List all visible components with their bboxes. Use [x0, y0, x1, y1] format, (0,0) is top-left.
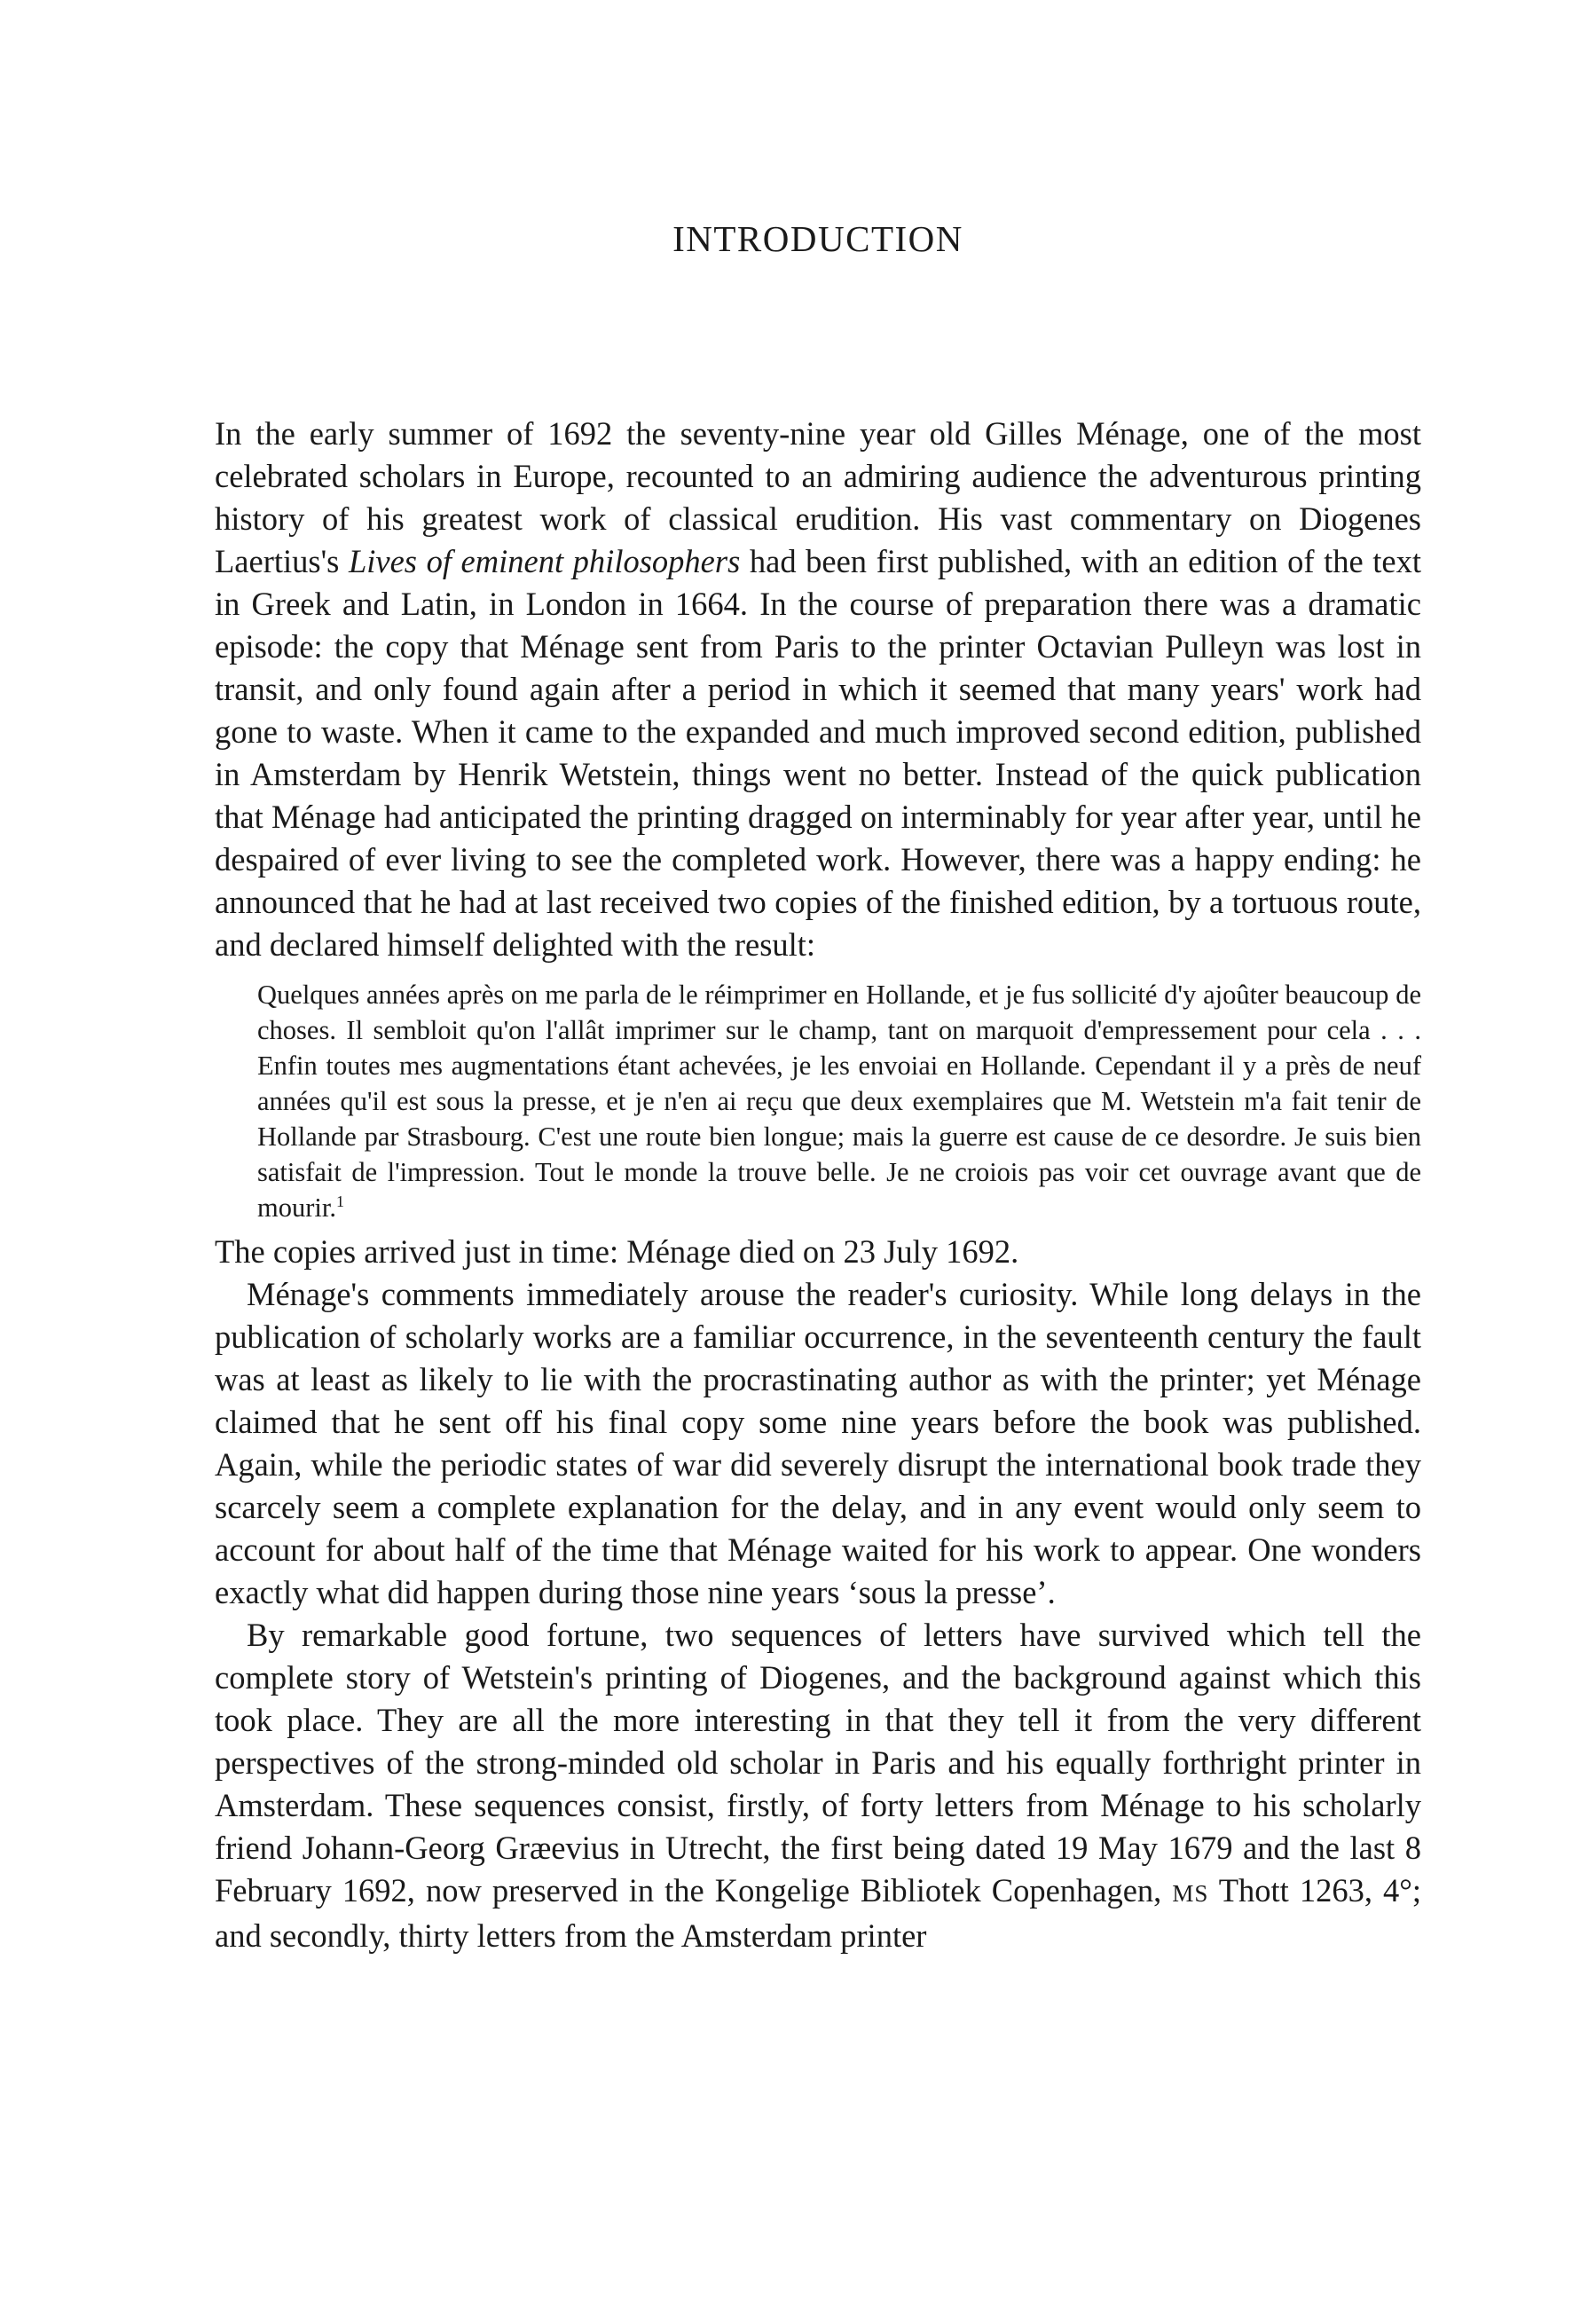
quote-text: Quelques années après on me parla de le réimprimer en Hollande, et je fus sollicité d'y ajoûter beaucoup de choses. Il sembloit qu'on l'allât imprimer sur le champ, tant on marquoit d'empressement pour cela . . . Enfin toutes mes augmentations étant achevées, je les envoiai en Hollande. Cependant il y a près de neuf années qu'il est sous la presse, et je n'en ai reçu que deux exemplaires que M. Wetstein m'a fait tenir de Hollande par Strasbourg. C'est une route bien longue; mais la guerre est cause de ce desordre. Je suis bien satisfait de l'impression. Tout le monde la trouve belle. Je ne croiois pas voir cet ouvrage avant que de mourir.: [257, 980, 1421, 1223]
paragraph-4: [215, 1614, 1421, 1957]
body-text: [215, 413, 1421, 1957]
footnote-marker: 1: [335, 1192, 344, 1210]
paragraph-1-text-b: had been first published, with an edition of the text in Greek and Latin, in London in 1664. In the course of preparation there was a dramatic episode: the copy that Ménage sent from Paris to the printer Octavian Pulleyn was lost in transit, and only found again after a period in which it seemed that many years' work had gone to waste. When it came to the expanded and much improved second edition, published in Amsterdam by Henrik Wetstein, things went no better. Instead of the quick publication that Ménage had anticipated the printing dragged on interminably for year after year, until he despaired of ever living to see the completed work. However, there was a happy ending: he announced that he had at last received two copies of the finished edition, by a tortuous route, and declared himself delighted with the result:: [215, 543, 1421, 963]
block-quote: [257, 977, 1421, 1225]
paragraph-4-text-b: Thott 1263, 4°; and secondly, thirty letters from the Amsterdam printer: [215, 1872, 1421, 1954]
paragraph-1-text-a: In the early summer of 1692 the seventy-nine year old Gilles Ménage, one of the most celebrated scholars in Europe, recounted to an admiring audience the adventurous printing history of his greatest work of classical erudition. His vast commentary on Diogenes Laertius's: [215, 415, 1421, 579]
paragraph-4-text-a: By remarkable good fortune, two sequences of letters have survived which tell the complete story of Wetstein's printing of Diogenes, and the background against which this took place. They are all the more interesting in that they tell it from the very different perspectives of the strong-minded old scholar in Paris and his equally forthright printer in Amsterdam. These sequences consist, firstly, of forty letters from Ménage to his scholarly friend Johann-Georg Græevius in Utrecht, the first being dated 19 May 1679 and the last 8 February 1692, now preserved in the Kongelige Bibliotek Copenhagen,: [215, 1617, 1421, 1909]
manuscript-abbrev: MS: [1172, 1880, 1209, 1907]
paragraph-1: [215, 413, 1421, 966]
chapter-title: INTRODUCTION: [672, 218, 963, 259]
paragraph-3: Ménage's comments immediately arouse the reader's curiosity. While long delays in the publication of scholarly works are a familiar occurrence, in the seventeenth century the fault was at least as likely to lie with the procrastinating author as with the printer; yet Ménage claimed that he sent off his final copy some nine years before the book was published. Again, while the periodic states of war did severely disrupt the international book trade they scarcely seem a complete explanation for the delay, and in any event would only seem to account for about half of the time that Ménage waited for his work to appear. One wonders exactly what did happen during those nine years ‘sous la presse’.: [215, 1276, 1421, 1610]
book-title-italic: Lives of eminent philosophers: [348, 543, 741, 579]
paragraph-2: The copies arrived just in time: Ménage died on 23 July 1692.: [215, 1233, 1019, 1270]
